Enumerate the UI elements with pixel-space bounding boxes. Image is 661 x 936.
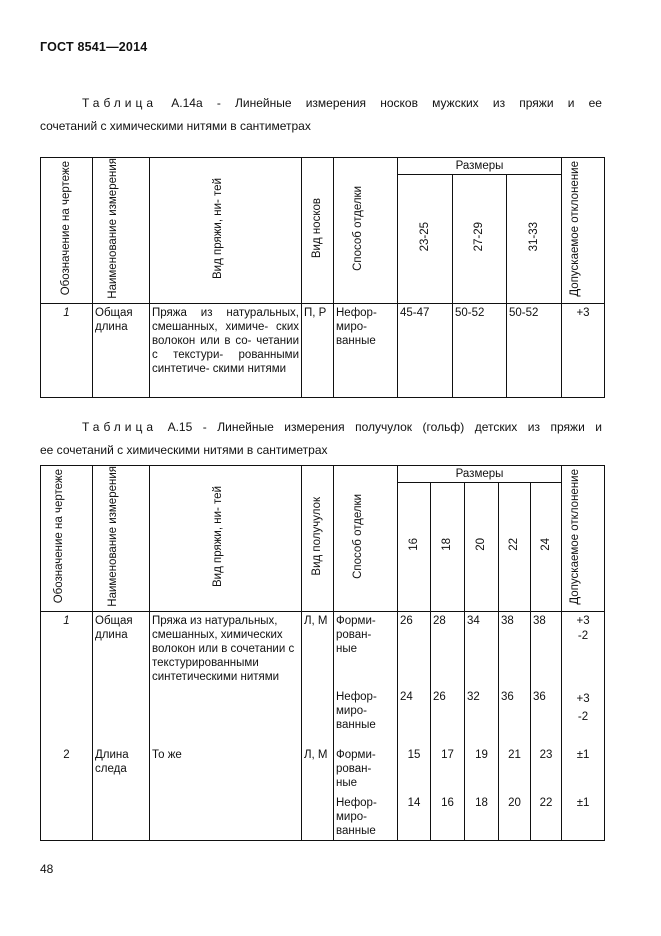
t1-row-finish: Нефор- миро- ванные [334, 303, 398, 397]
t2-value: 19 [475, 748, 488, 761]
t2-value: 36 [533, 690, 546, 703]
t2-row-kind: Л, М [304, 748, 328, 761]
t2-row-finish: Форми- рован- ные [336, 748, 376, 789]
t1-header-designation: Обозначение на чертеже [41, 158, 93, 304]
t2-size-col: 20 [465, 483, 499, 612]
t2-value: 34 [467, 614, 480, 627]
t1-header-finish: Способ отделки [334, 158, 398, 304]
t1-row-value: 45-47 [398, 303, 453, 397]
t2-header-designation: Обозначение на чертеже [41, 466, 93, 612]
t2-value: 18 [475, 796, 488, 809]
t1-size-col: 23-25 [398, 175, 453, 304]
t2-row-designation: 2 [63, 748, 70, 761]
t2-header-finish: Способ отделки [334, 466, 398, 612]
t2-row-finish: Форми- рован- ные [336, 614, 376, 655]
table1 [40, 157, 605, 398]
t2-value: 23 [539, 748, 553, 761]
t1-row-value: 50-52 [453, 303, 507, 397]
t2-tolerance: ±1 [576, 748, 590, 761]
t2-value: 17 [441, 748, 454, 761]
table2-caption-line2: ее сочетаний с химическими нитями в сантиметрах [40, 443, 328, 457]
t1-size-col: 31-33 [507, 175, 562, 304]
t1-size-col: 27-29 [453, 175, 507, 304]
table2-caption-text: А.15 - Линейные измерения получулок (гольф) детских из пряжи и [167, 420, 602, 434]
t2-row-name: Общая длина [95, 614, 133, 641]
t1-row-kind: П, Р [302, 303, 334, 397]
t2-col-yarn [150, 611, 302, 840]
t2-col-name [93, 611, 150, 840]
t2-tolerance: ±1 [576, 796, 590, 809]
document-header: ГОСТ 8541—2014 [40, 40, 148, 54]
t2-row-finish: Нефор- миро- ванные [336, 796, 377, 837]
t1-header-name: Наименование измерения [93, 158, 150, 304]
t2-value: 26 [433, 690, 446, 703]
t2-row-kind: Л, М [304, 614, 328, 627]
t2-header-kind: Вид получулок [302, 466, 334, 612]
t2-col-kind [302, 611, 334, 840]
t1-row-designation: 1 [41, 303, 93, 397]
t2-tolerance: +3 -2 [576, 614, 590, 642]
t2-row-yarn: То же [152, 748, 182, 761]
t1-row-name: Общая длина [93, 303, 150, 397]
table1-caption-line2: сочетаний с химическими нитями в сантиметрах [40, 119, 311, 133]
t2-value: 22 [539, 796, 553, 809]
t2-value: 28 [433, 614, 446, 627]
t2-row-name: Длина следа [95, 748, 129, 775]
t2-col-size [465, 611, 499, 840]
t2-value: 38 [533, 614, 546, 627]
t2-size-col: 24 [531, 483, 562, 612]
t2-value: 32 [467, 690, 480, 703]
t2-value: 24 [400, 690, 413, 703]
t2-row-yarn: Пряжа из натуральных, смешанных, химических волокон или в сочетании с текстурированными синтетическими нитями [152, 614, 295, 683]
table1-caption [40, 92, 602, 138]
t2-col-size [499, 611, 531, 840]
t2-header-sizes: Размеры [398, 466, 562, 483]
t2-value: 21 [508, 748, 521, 761]
page-number: 48 [40, 862, 54, 876]
t2-header-name: Наименование измерения [93, 466, 150, 612]
t1-header-sizes: Размеры [398, 158, 562, 175]
t2-header-tolerance: Допускаемое отклонение [562, 466, 605, 612]
t2-tolerance: +3 -2 [576, 692, 590, 723]
t2-col-size [531, 611, 562, 840]
t2-value: 14 [407, 796, 421, 809]
t2-value: 16 [441, 796, 454, 809]
table1-caption-text: А.14а - Линейные измерения носков мужских из пряжи и ее [171, 96, 602, 110]
t2-value: 36 [501, 690, 514, 703]
table2-caption-word: Таблица [82, 420, 158, 434]
t1-header-kind: Вид носков [302, 158, 334, 304]
t1-header-yarn: Вид пряжи, ни- тей [150, 158, 302, 304]
t1-row-value: 50-52 [507, 303, 562, 397]
t2-value: 38 [501, 614, 514, 627]
t2-size-col: 18 [431, 483, 465, 612]
t2-col-size [398, 611, 431, 840]
t2-value: 15 [407, 748, 421, 761]
t2-col-finish [334, 611, 398, 840]
t2-row-finish: Нефор- миро- ванные [336, 690, 377, 731]
t2-col-size [431, 611, 465, 840]
t2-col-tolerance [562, 611, 605, 840]
t1-row-tolerance: +3 [562, 303, 605, 397]
t2-value: 26 [400, 614, 413, 627]
t2-row-designation: 1 [63, 614, 70, 627]
t1-row-yarn: Пряжа из натуральных, смешанных, химиче- ских волокон или в со- четании с текстури- рованными синтетиче- скими нитями [150, 303, 302, 397]
table1-caption-word: Таблица [82, 96, 158, 110]
table2 [40, 465, 605, 841]
t1-header-tolerance: Допускаемое отклонение [562, 158, 605, 304]
t2-size-col: 16 [398, 483, 431, 612]
table2-caption [40, 416, 602, 462]
t2-value: 20 [508, 796, 521, 809]
t2-col-designation [41, 611, 93, 840]
t2-header-yarn: Вид пряжи, ни- тей [150, 466, 302, 612]
t2-size-col: 22 [499, 483, 531, 612]
